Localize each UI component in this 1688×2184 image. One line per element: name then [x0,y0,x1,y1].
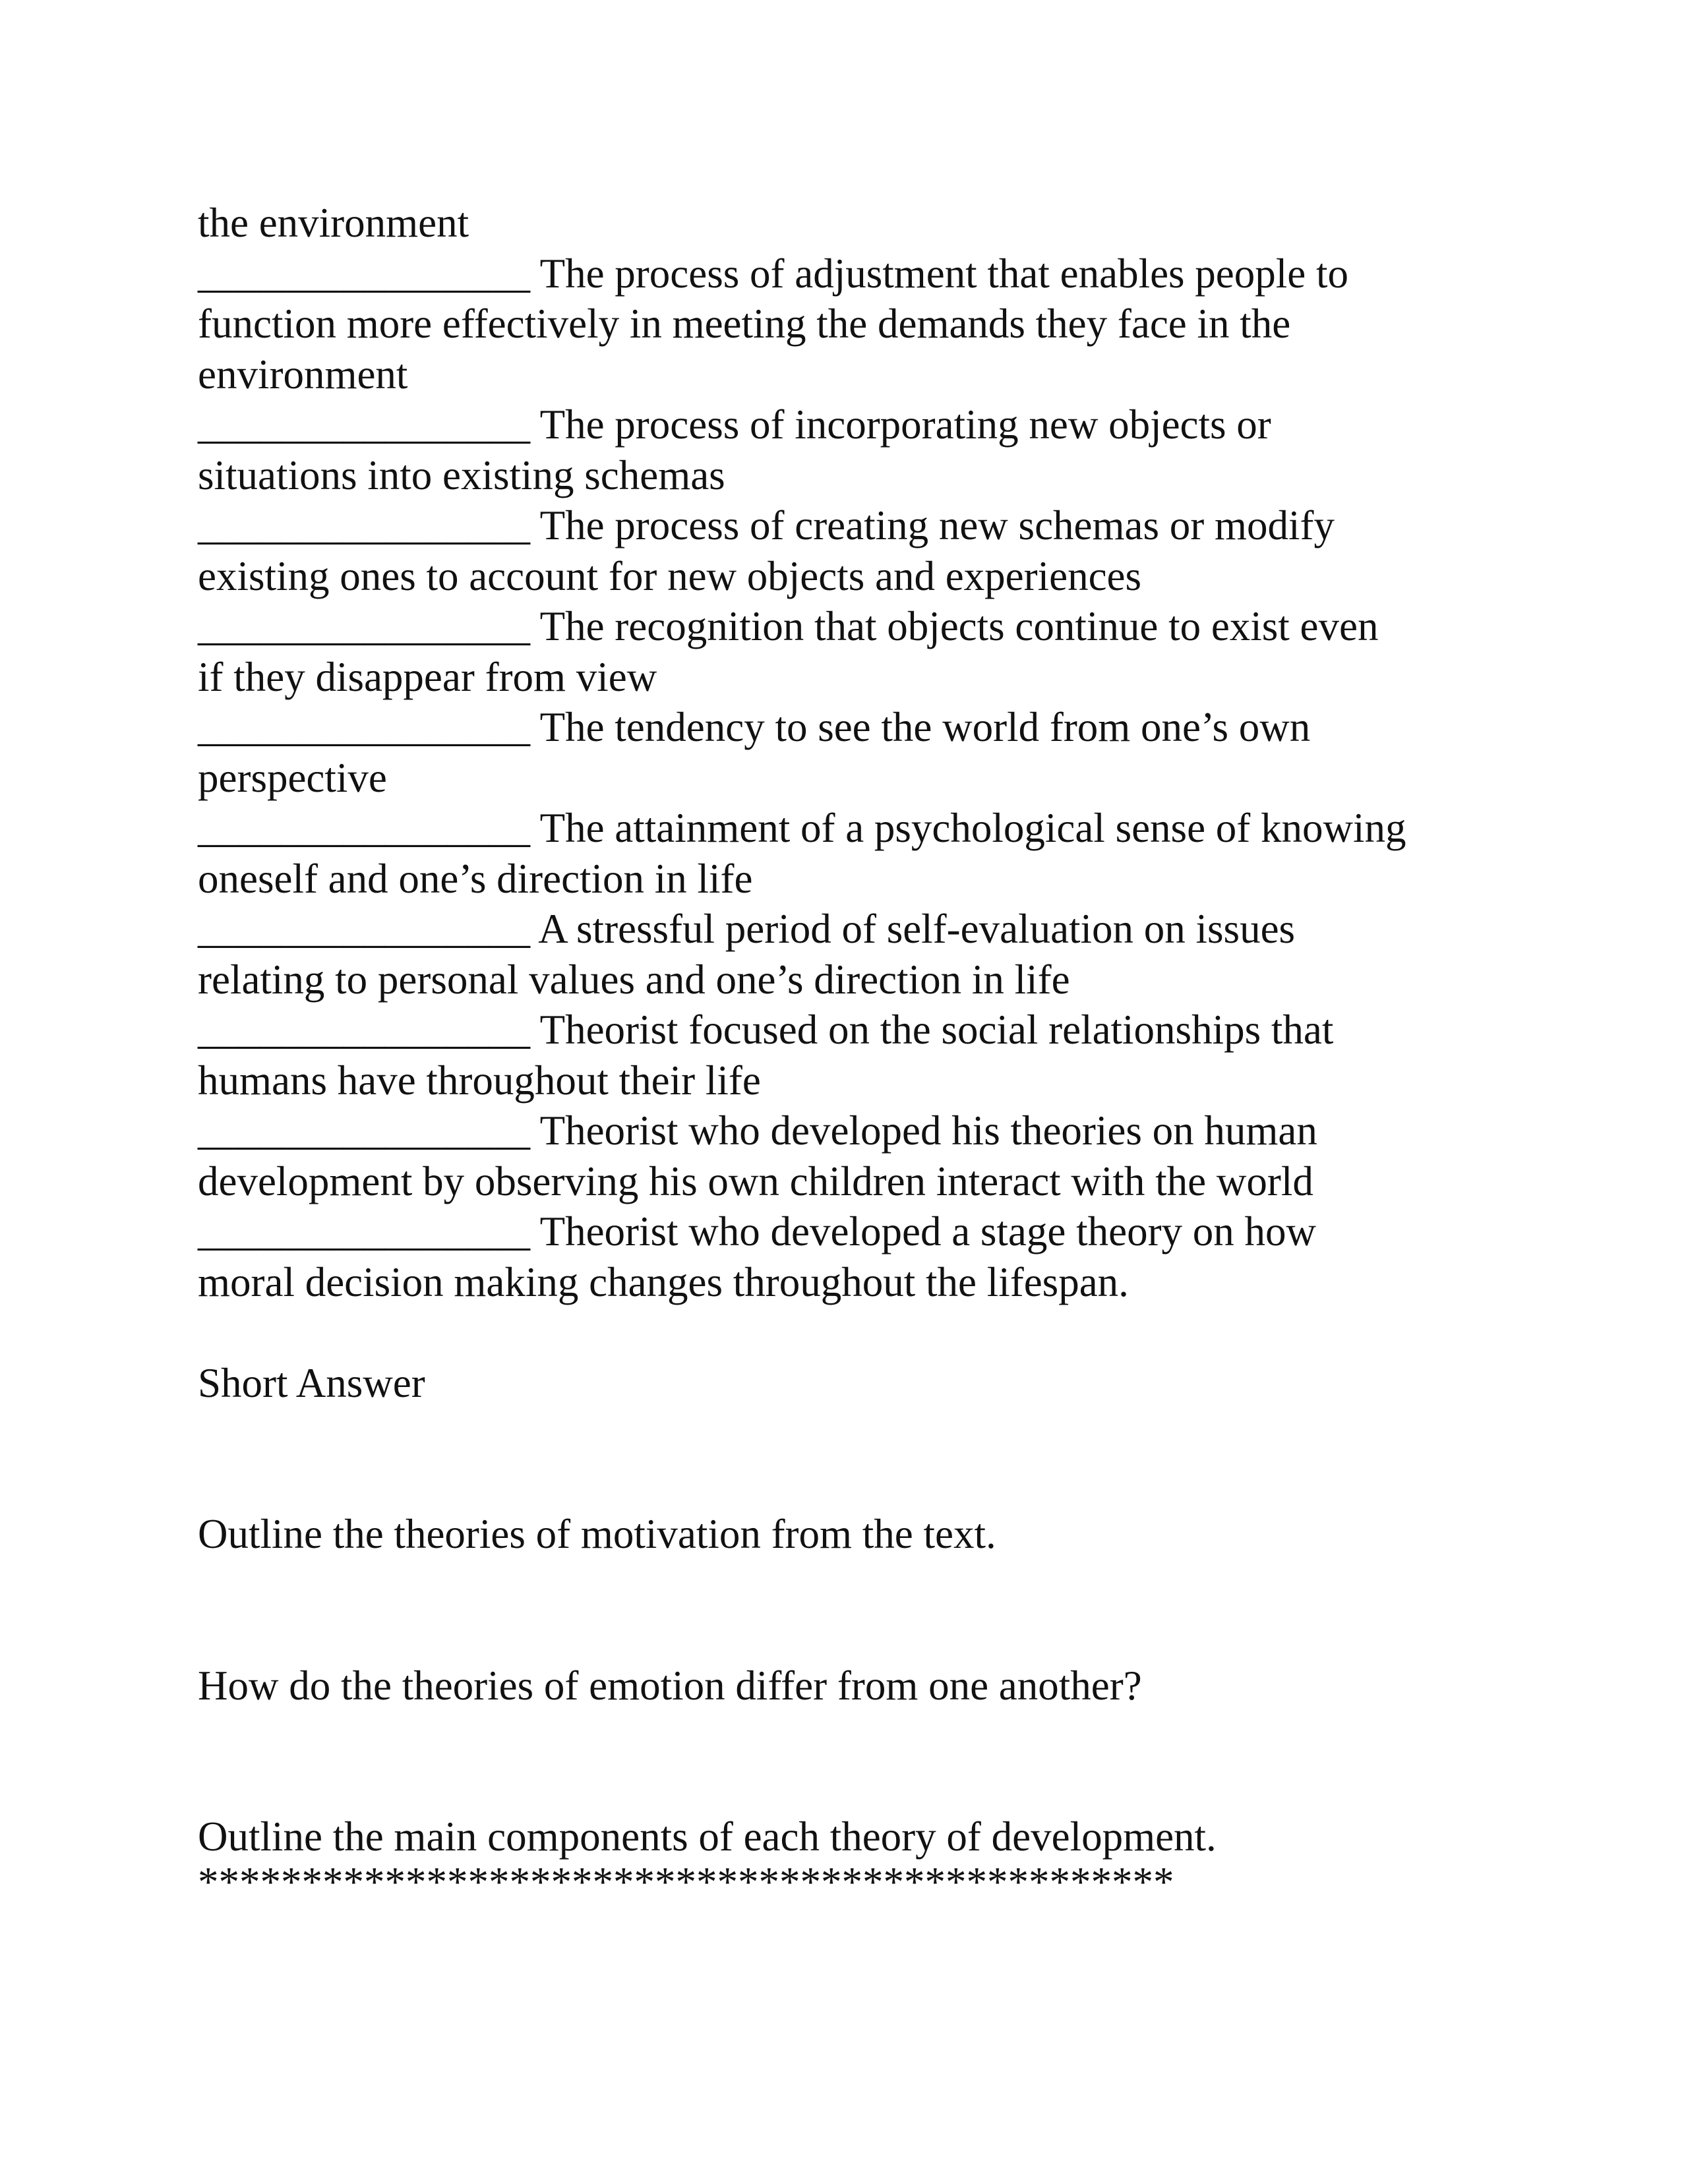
text-line: the environment [198,200,469,246]
text-line: relating to personal values and one’s direction in life [198,956,1070,1003]
text-line: perspective [198,754,387,801]
matching-item-line: ________________ A stressful period of self-evaluation on issues [198,906,1296,952]
separator-line: *********************************************** [198,1858,1174,1905]
section-heading: Short Answer [198,1359,425,1406]
short-answer-question: Outline the main components of each theory of development. [198,1814,1217,1860]
text-line: environment [198,351,408,398]
matching-item-line: ________________ Theorist who developed his theories on human [198,1107,1317,1154]
text-line: situations into existing schemas [198,452,725,498]
text-line: if they disappear from view [198,653,657,700]
matching-section [198,198,1517,1307]
matching-item-line: ________________ The process of creating new schemas or modify [198,502,1335,548]
text-line: oneself and one’s direction in life [198,855,753,902]
spacer [198,1307,1517,1358]
text-line: humans have throughout their life [198,1057,761,1104]
document-page [198,198,1517,1905]
spacer [198,1408,1517,1509]
text-line: development by observing his own children interact with the world [198,1158,1313,1204]
matching-item-line: ________________ The process of adjustment that enables people to [198,250,1348,297]
matching-item-line: ________________ The process of incorporating new objects or [198,401,1271,448]
spacer [198,1560,1517,1661]
matching-item-line: ________________ The tendency to see the world from one’s own [198,704,1311,750]
spacer [198,1711,1517,1812]
text-line: function more effectively in meeting the demands they face in the [198,301,1291,347]
matching-item-line: ________________ Theorist who developed a stage theory on how [198,1208,1317,1254]
matching-item-line: ________________ The attainment of a psychological sense of knowing [198,805,1406,851]
text-line: moral decision making changes throughout the lifespan. [198,1258,1129,1305]
short-answer-question: Outline the theories of motivation from the text. [198,1511,996,1557]
short-answer-section [198,1358,1517,1905]
matching-item-line: ________________ Theorist focused on the social relationships that [198,1007,1334,1053]
matching-item-line: ________________ The recognition that objects continue to exist even [198,603,1379,649]
short-answer-question: How do the theories of emotion differ from one another? [198,1662,1142,1709]
text-line: existing ones to account for new objects and experiences [198,552,1142,599]
